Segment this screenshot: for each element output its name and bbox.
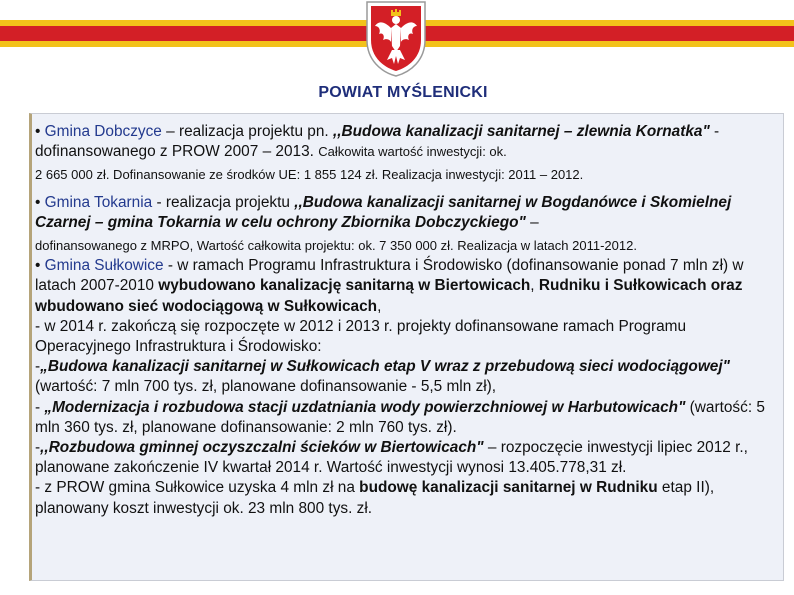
item-dobczyce xyxy=(35,122,780,162)
text: (wartość: 5 mln 360 tys. zł, planowane dofinansowanie: 2 mln 760 tys. zł). xyxy=(35,398,765,436)
text: – rozpoczęcie inwestycji lipiec 2012 r., planowane zakończenie IV kwartał 2014 r. Wartość inwestycji wynosi 13.405.778,31 zł. xyxy=(35,439,748,477)
text: – xyxy=(525,213,539,231)
gmina-name: Gmina Tokarnia xyxy=(44,193,153,211)
text: - xyxy=(35,358,41,376)
project-name: ,,Budowa kanalizacji sanitarnej w Bogdanówce i Skomielnej Czarnej – gmina Tokarnia w celu ochrony Zbiornika Dobczyckiego" xyxy=(35,193,732,231)
eagle-crest-icon xyxy=(365,0,427,78)
text-bold: wybudowano kanalizację sanitarną w Biertowicach xyxy=(158,277,531,295)
item-tokarnia-details: dofinansowanego z MRPO, Wartość całkowita projektu: ok. 7 350 000 zł. Realizacja w latach 2011-2012. xyxy=(35,238,637,254)
bullet: • xyxy=(35,193,41,211)
text: - w ramach Programu Infrastruktura i Środowisko (dofinansowanie ponad 7 mln zł) w latach 2007-2010 xyxy=(35,257,744,295)
sulkowice-project-3 xyxy=(35,438,780,478)
bullet: • xyxy=(35,257,41,275)
text: , xyxy=(530,277,539,295)
text-small: Całkowita wartość inwestycji: ok. xyxy=(318,144,507,160)
text: - xyxy=(35,439,41,457)
gmina-name: Gmina Sułkowice xyxy=(44,257,164,275)
sulkowice-project-2 xyxy=(35,398,780,438)
content-body xyxy=(35,122,780,519)
text: - xyxy=(35,398,45,416)
text: – realizacja projektu pn. xyxy=(161,123,333,140)
text-bold: budowę kanalizacji sanitarnej w Rudniku xyxy=(359,479,658,497)
bullet: • xyxy=(35,123,41,140)
project-name: ,,Budowa kanalizacji sanitarnej – zlewnia Kornatka" xyxy=(332,123,710,140)
project-name: „Budowa kanalizacji sanitarnej w Sułkowicach etap V wraz z przebudową sieci wodociągowej" xyxy=(40,358,730,376)
project-name: ,,Rozbudowa gminnej oczyszczalni ścieków w Biertowicach" xyxy=(40,439,484,457)
text: - z PROW gmina Sułkowice uzyska 4 mln zł na xyxy=(35,479,360,497)
text: etap II), planowany koszt inwestycji ok. 23 mln 800 tys. zł. xyxy=(35,479,715,517)
page-title: POWIAT MYŚLENICKI xyxy=(318,84,488,101)
text: - dofinansowanego z PROW 2007 – 2013. xyxy=(35,123,720,161)
item-tokarnia xyxy=(35,193,780,233)
text-bold: Rudniku i Sułkowicach oraz wbudowano sieć wodociągową w Sułkowicach xyxy=(35,277,743,315)
gmina-name: Gmina Dobczyce xyxy=(44,123,162,140)
item-sulkowice xyxy=(35,256,780,317)
sulkowice-project-1 xyxy=(35,357,780,397)
text: - realizacja projektu xyxy=(152,193,295,211)
sulkowice-project-4 xyxy=(35,478,780,518)
item-dobczyce-details: 2 665 000 zł. Dofinansowanie ze środków UE: 1 855 124 zł. Realizacja inwestycji: 2011 – 2012. xyxy=(35,167,584,183)
project-name: „Modernizacja i rozbudowa stacji uzdatniania wody powierzchniowej w Harbutowicach" xyxy=(44,398,686,416)
text: , xyxy=(377,297,382,315)
sulkowice-line2: - w 2014 r. zakończą się rozpoczęte w 2012 i 2013 r. projekty dofinansowane ramach Programu Operacyjnego Infrastruktura i Środowisko: xyxy=(35,317,687,356)
text: (wartość: 7 mln 700 tys. zł, planowane dofinansowanie - 5,5 mln zł), xyxy=(35,378,497,396)
